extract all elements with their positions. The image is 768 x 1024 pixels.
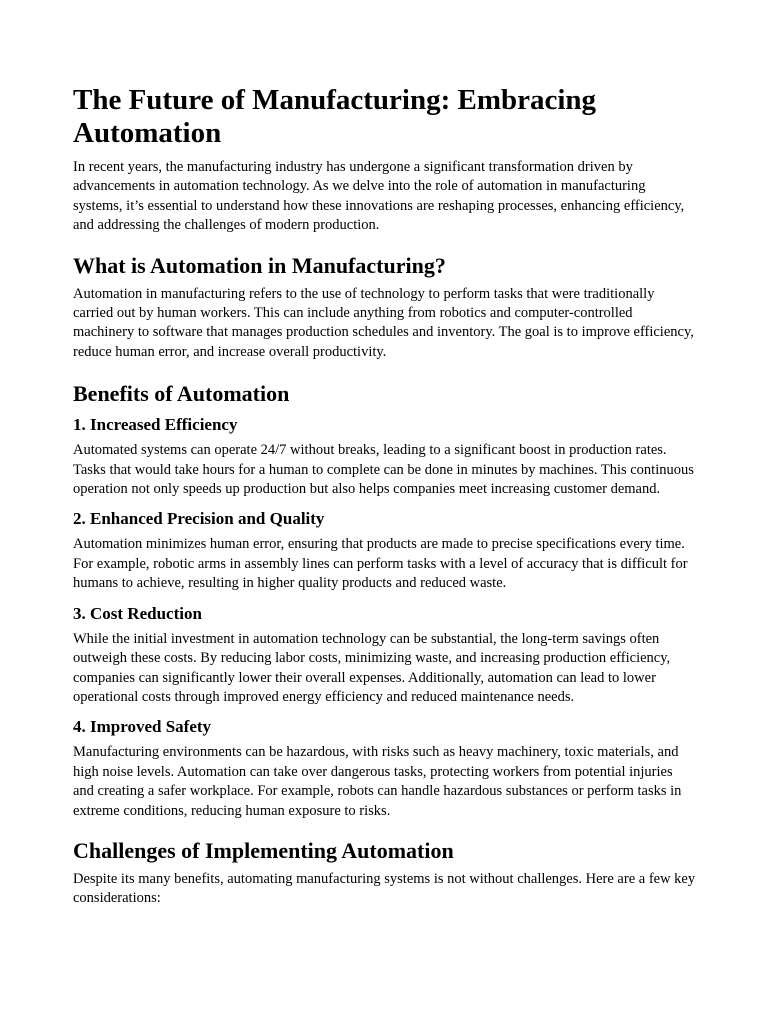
intro-paragraph: In recent years, the manufacturing industry has undergone a significant transformation driven by advancements in automation technology. As we delve into the role of automation in manufacturing systems, it’s essential to understand how these innovations are reshaping processes, enhancing efficiency, and addressing the challenges of modern production. — [73, 159, 685, 234]
section-heading-benefits: Benefits of Automation — [73, 381, 290, 407]
benefit-paragraph-safety: Manufacturing environments can be hazardous, with risks such as heavy machinery, toxic materials, and high noise levels. Automation can take over dangerous tasks, protecting workers from potential injuries and creating a safer workplace. For example, robots can handle hazardous substances or perform tasks in extreme conditions, reducing human exposure to risks. — [73, 744, 682, 819]
benefit-heading-cost: 3. Cost Reduction — [73, 603, 202, 623]
challenges-paragraph: Despite its many benefits, automating manufacturing systems is not without challenges. Here are a few key considerations: — [73, 870, 696, 907]
article-title: The Future of Manufacturing: Embracing Automation — [73, 84, 597, 149]
what-is-paragraph: Automation in manufacturing refers to the use of technology to perform tasks that were traditionally carried out by human workers. This can include anything from robotics and computer-controlled machinery to software that manages production schedules and inventory. The goal is to improve efficiency, reduce human error, and increase overall productivity. — [73, 285, 694, 360]
benefit-paragraph-cost: While the initial investment in automation technology can be substantial, the long-term savings often outweigh these costs. By reducing labor costs, minimizing waste, and increasing production efficiency, companies can significantly lower their overall expenses. Additionally, automation can lead to lower operational costs through improved energy efficiency and reduced maintenance needs. — [73, 630, 671, 705]
benefit-paragraph-efficiency: Automated systems can operate 24/7 without breaks, leading to a significant boost in production rates. Tasks that would take hours for a human to complete can be done in minutes by machines. This continuous operation not only speeds up production but also helps companies meet increasing customer demand. — [73, 442, 694, 498]
section-heading-challenges: Challenges of Implementing Automation — [73, 837, 454, 863]
benefit-heading-efficiency: 1. Increased Efficiency — [73, 415, 238, 435]
benefit-paragraph-precision: Automation minimizes human error, ensuring that products are made to precise specifications every time. For example, robotic arms in assembly lines can perform tasks with a level of accuracy that is difficult for humans to achieve, resulting in higher quality products and reduced waste. — [73, 536, 688, 592]
benefit-heading-precision: 2. Enhanced Precision and Quality — [73, 509, 325, 529]
section-heading-what-is: What is Automation in Manufacturing? — [73, 252, 446, 278]
benefit-heading-safety: 4. Improved Safety — [73, 717, 212, 737]
